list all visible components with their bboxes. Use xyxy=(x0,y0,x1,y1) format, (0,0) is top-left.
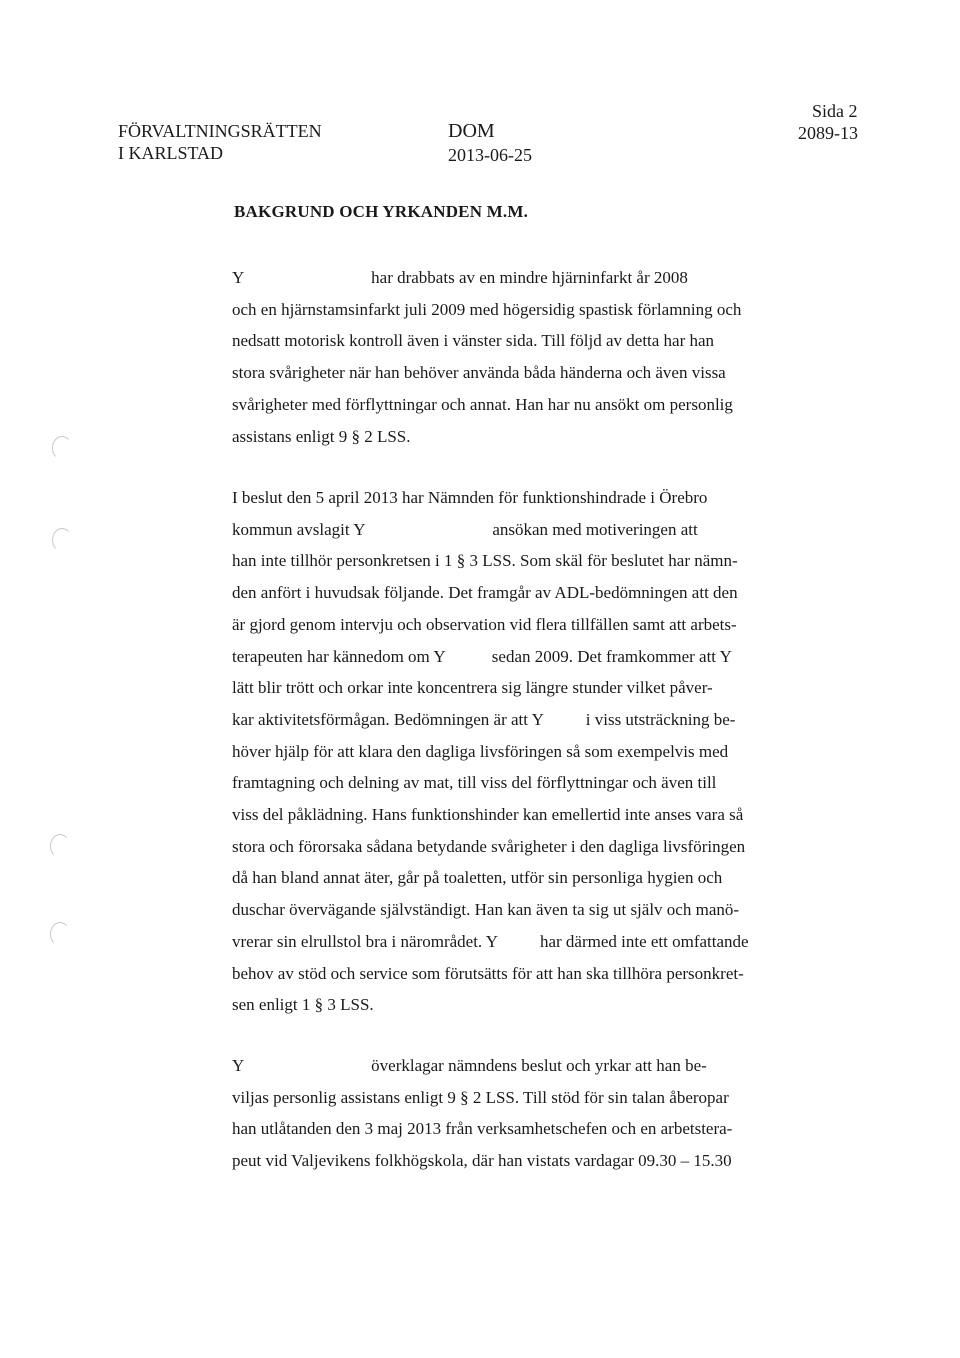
text-line: behov av stöd och service som förutsätts för att han ska tillhöra personkret- xyxy=(232,963,744,983)
court-name-line1: FÖRVALTNINGSRÄTTEN xyxy=(118,121,322,141)
text-line: kar aktivitetsförmågan. Bedömningen är att Y i viss utsträckning be- xyxy=(232,709,736,729)
text-line: kommun avslagit Y ansökan med motiveringen att xyxy=(232,519,698,539)
text-line: lätt blir trött och orkar inte koncentrera sig längre stunder vilket påver- xyxy=(232,678,713,698)
section-heading: BAKGRUND OCH YRKANDEN M.M. xyxy=(234,202,529,221)
paragraph-appeal xyxy=(232,1050,792,1177)
text-line: sen enligt 1 § 3 LSS. xyxy=(232,995,374,1015)
text-line: peut vid Valjevikens folkhögskola, där han vistats vardagar 09.30 – 15.30 xyxy=(232,1151,732,1171)
page-number: Sida 2 xyxy=(812,101,858,121)
text-line: framtagning och delning av mat, till viss del förflyttningar och även till xyxy=(232,773,717,793)
scan-artifact xyxy=(52,436,72,460)
court-name-line2: I KARLSTAD xyxy=(118,143,224,163)
text-line: viljas personlig assistans enligt 9 § 2 LSS. Till stöd för sin talan åberopar xyxy=(232,1087,729,1107)
scan-artifact xyxy=(50,834,70,858)
text-line: viss del påklädning. Hans funktionshinder kan emellertid inte anses vara så xyxy=(232,805,744,825)
paragraph-background xyxy=(232,262,792,452)
text-line: höver hjälp för att klara den dagliga livsföringen så som exempelvis med xyxy=(232,741,729,761)
text-line: duschar övervägande självständigt. Han kan även ta sig ut själv och manö- xyxy=(232,900,740,920)
text-line: I beslut den 5 april 2013 har Nämnden för funktionshindrade i Örebro xyxy=(232,488,708,507)
text-line: den anfört i huvudsak följande. Det framgår av ADL-bedömningen att den xyxy=(232,583,738,603)
paragraph-decision xyxy=(232,482,792,1021)
scan-artifact xyxy=(50,922,70,946)
text-line: terapeuten har kännedom om Y sedan 2009. Det framkommer att Y xyxy=(232,646,732,666)
text-line: då han bland annat äter, går på toaletten, utför sin personliga hygien och xyxy=(232,868,723,888)
text-line: Y överklagar nämndens beslut och yrkar att han be- xyxy=(232,1056,707,1075)
text-line: svårigheter med förflyttningar och annat. Han har nu ansökt om personlig xyxy=(232,394,733,414)
case-number: 2089-13 xyxy=(798,123,858,143)
text-line: Y har drabbats av en mindre hjärninfarkt år 2008 xyxy=(232,268,688,287)
text-line: vrerar sin elrullstol bra i närområdet. Y har därmed inte ett omfattande xyxy=(232,931,749,951)
text-line: är gjord genom intervju och observation vid flera tillfällen samt att arbets- xyxy=(232,614,737,634)
text-line: stora svårigheter när han behöver använda båda händerna och även vissa xyxy=(232,363,726,383)
text-line: assistans enligt 9 § 2 LSS. xyxy=(232,426,411,446)
text-line: han utlåtanden den 3 maj 2013 från verksamhetschefen och en arbetstera- xyxy=(232,1119,733,1139)
text-line: han inte tillhör personkretsen i 1 § 3 LSS. Som skäl för beslutet har nämn- xyxy=(232,551,738,571)
scan-artifact xyxy=(52,528,72,552)
text-line: nedsatt motorisk kontroll även i vänster sida. Till följd av detta har han xyxy=(232,331,715,351)
text-line: och en hjärnstamsinfarkt juli 2009 med högersidig spastisk förlamning och xyxy=(232,299,742,319)
text-line: stora och förorsaka sådana betydande svårigheter i den dagliga livsföringen xyxy=(232,836,746,856)
document-date: 2013-06-25 xyxy=(448,145,532,165)
document-type: DOM xyxy=(448,120,495,142)
